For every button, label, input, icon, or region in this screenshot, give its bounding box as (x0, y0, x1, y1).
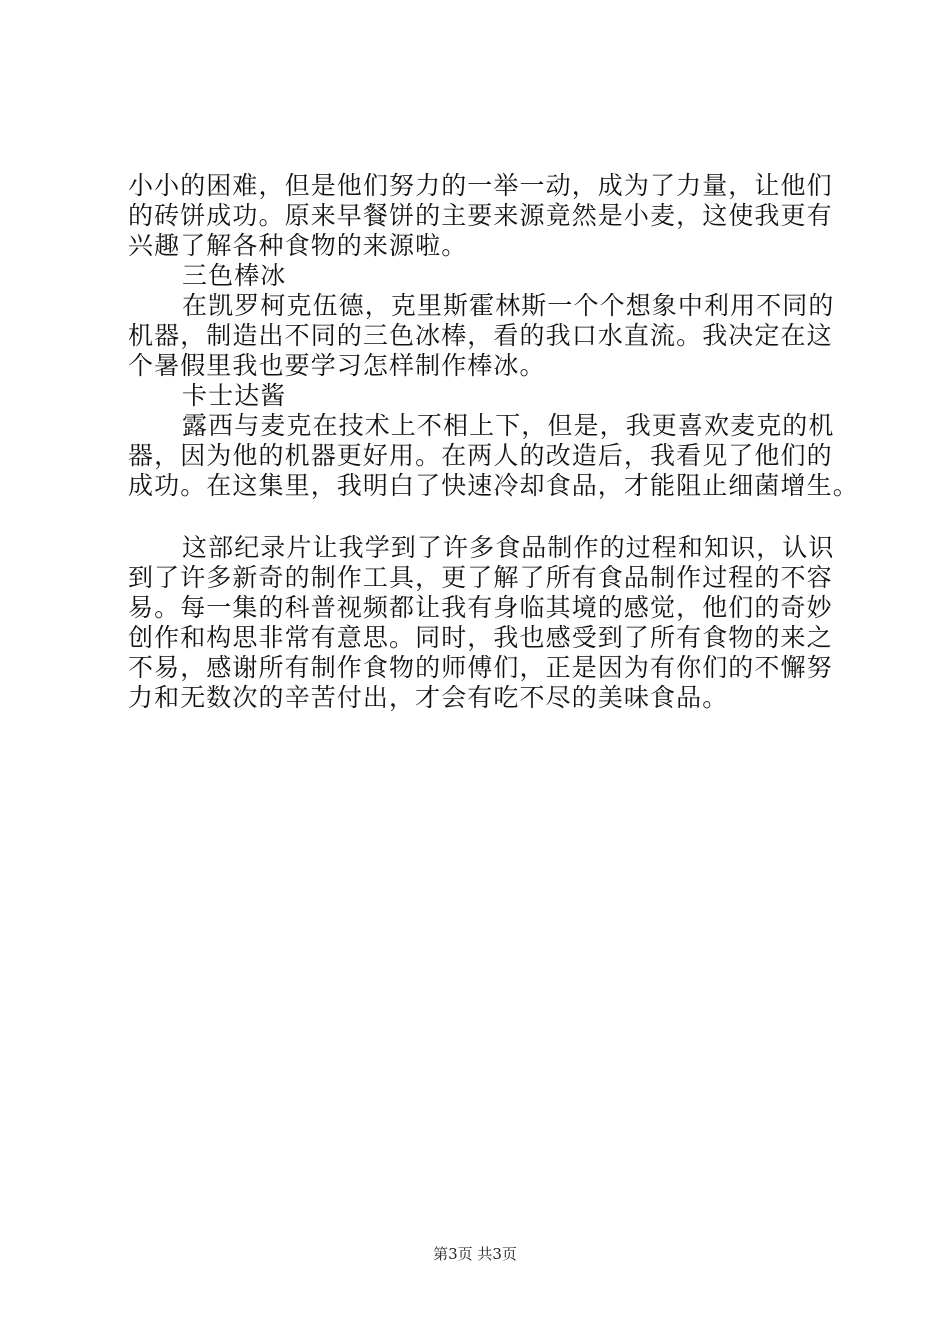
paragraph-line: 小小的困难，但是他们努力的一举一动，成为了力量，让他们 (128, 171, 833, 200)
document-body (128, 171, 859, 713)
paragraph-line: 个暑假里我也要学习怎样制作棒冰。 (128, 351, 546, 380)
paragraph-line: 这部纪录片让我学到了许多食品制作的过程和知识，认识 (182, 533, 835, 562)
paragraph-line: 力和无数次的辛苦付出，才会有吃不尽的美味食品。 (128, 683, 729, 712)
paragraph-line: 不易，感谢所有制作食物的师傅们，正是因为有你们的不懈努 (128, 653, 833, 682)
paragraph-line: 创作和构思非常有意思。同时，我也感受到了所有食物的来之 (128, 623, 833, 652)
paragraph-line: 易。每一集的科普视频都让我有身临其境的感觉，他们的奇妙 (128, 593, 833, 622)
paragraph-line: 在凯罗柯克伍德，克里斯霍林斯一个个想象中利用不同的 (182, 291, 835, 320)
paragraph-line: 机器，制造出不同的三色冰棒，看的我口水直流。我决定在这 (128, 321, 833, 350)
page-number-footer: 第3页 共3页 (433, 1245, 517, 1263)
paragraph-line: 到了许多新奇的制作工具，更了解了所有食品制作过程的不容 (128, 563, 833, 592)
paragraph-line: 的砖饼成功。原来早餐饼的主要来源竟然是小麦，这使我更有 (128, 201, 833, 230)
paragraph-line: 成功。在这集里，我明白了快速冷却食品，才能阻止细菌增生。 (128, 471, 859, 500)
paragraph-spacer (128, 501, 832, 533)
paragraph-line: 器，因为他的机器更好用。在两人的改造后，我看见了他们的 (128, 441, 833, 470)
section-heading: 三色棒冰 (182, 261, 287, 290)
paragraph-line: 露西与麦克在技术上不相上下，但是，我更喜欢麦克的机 (182, 411, 835, 440)
section-heading: 卡士达酱 (182, 381, 287, 410)
paragraph-line: 兴趣了解各种食物的来源啦。 (128, 231, 468, 260)
